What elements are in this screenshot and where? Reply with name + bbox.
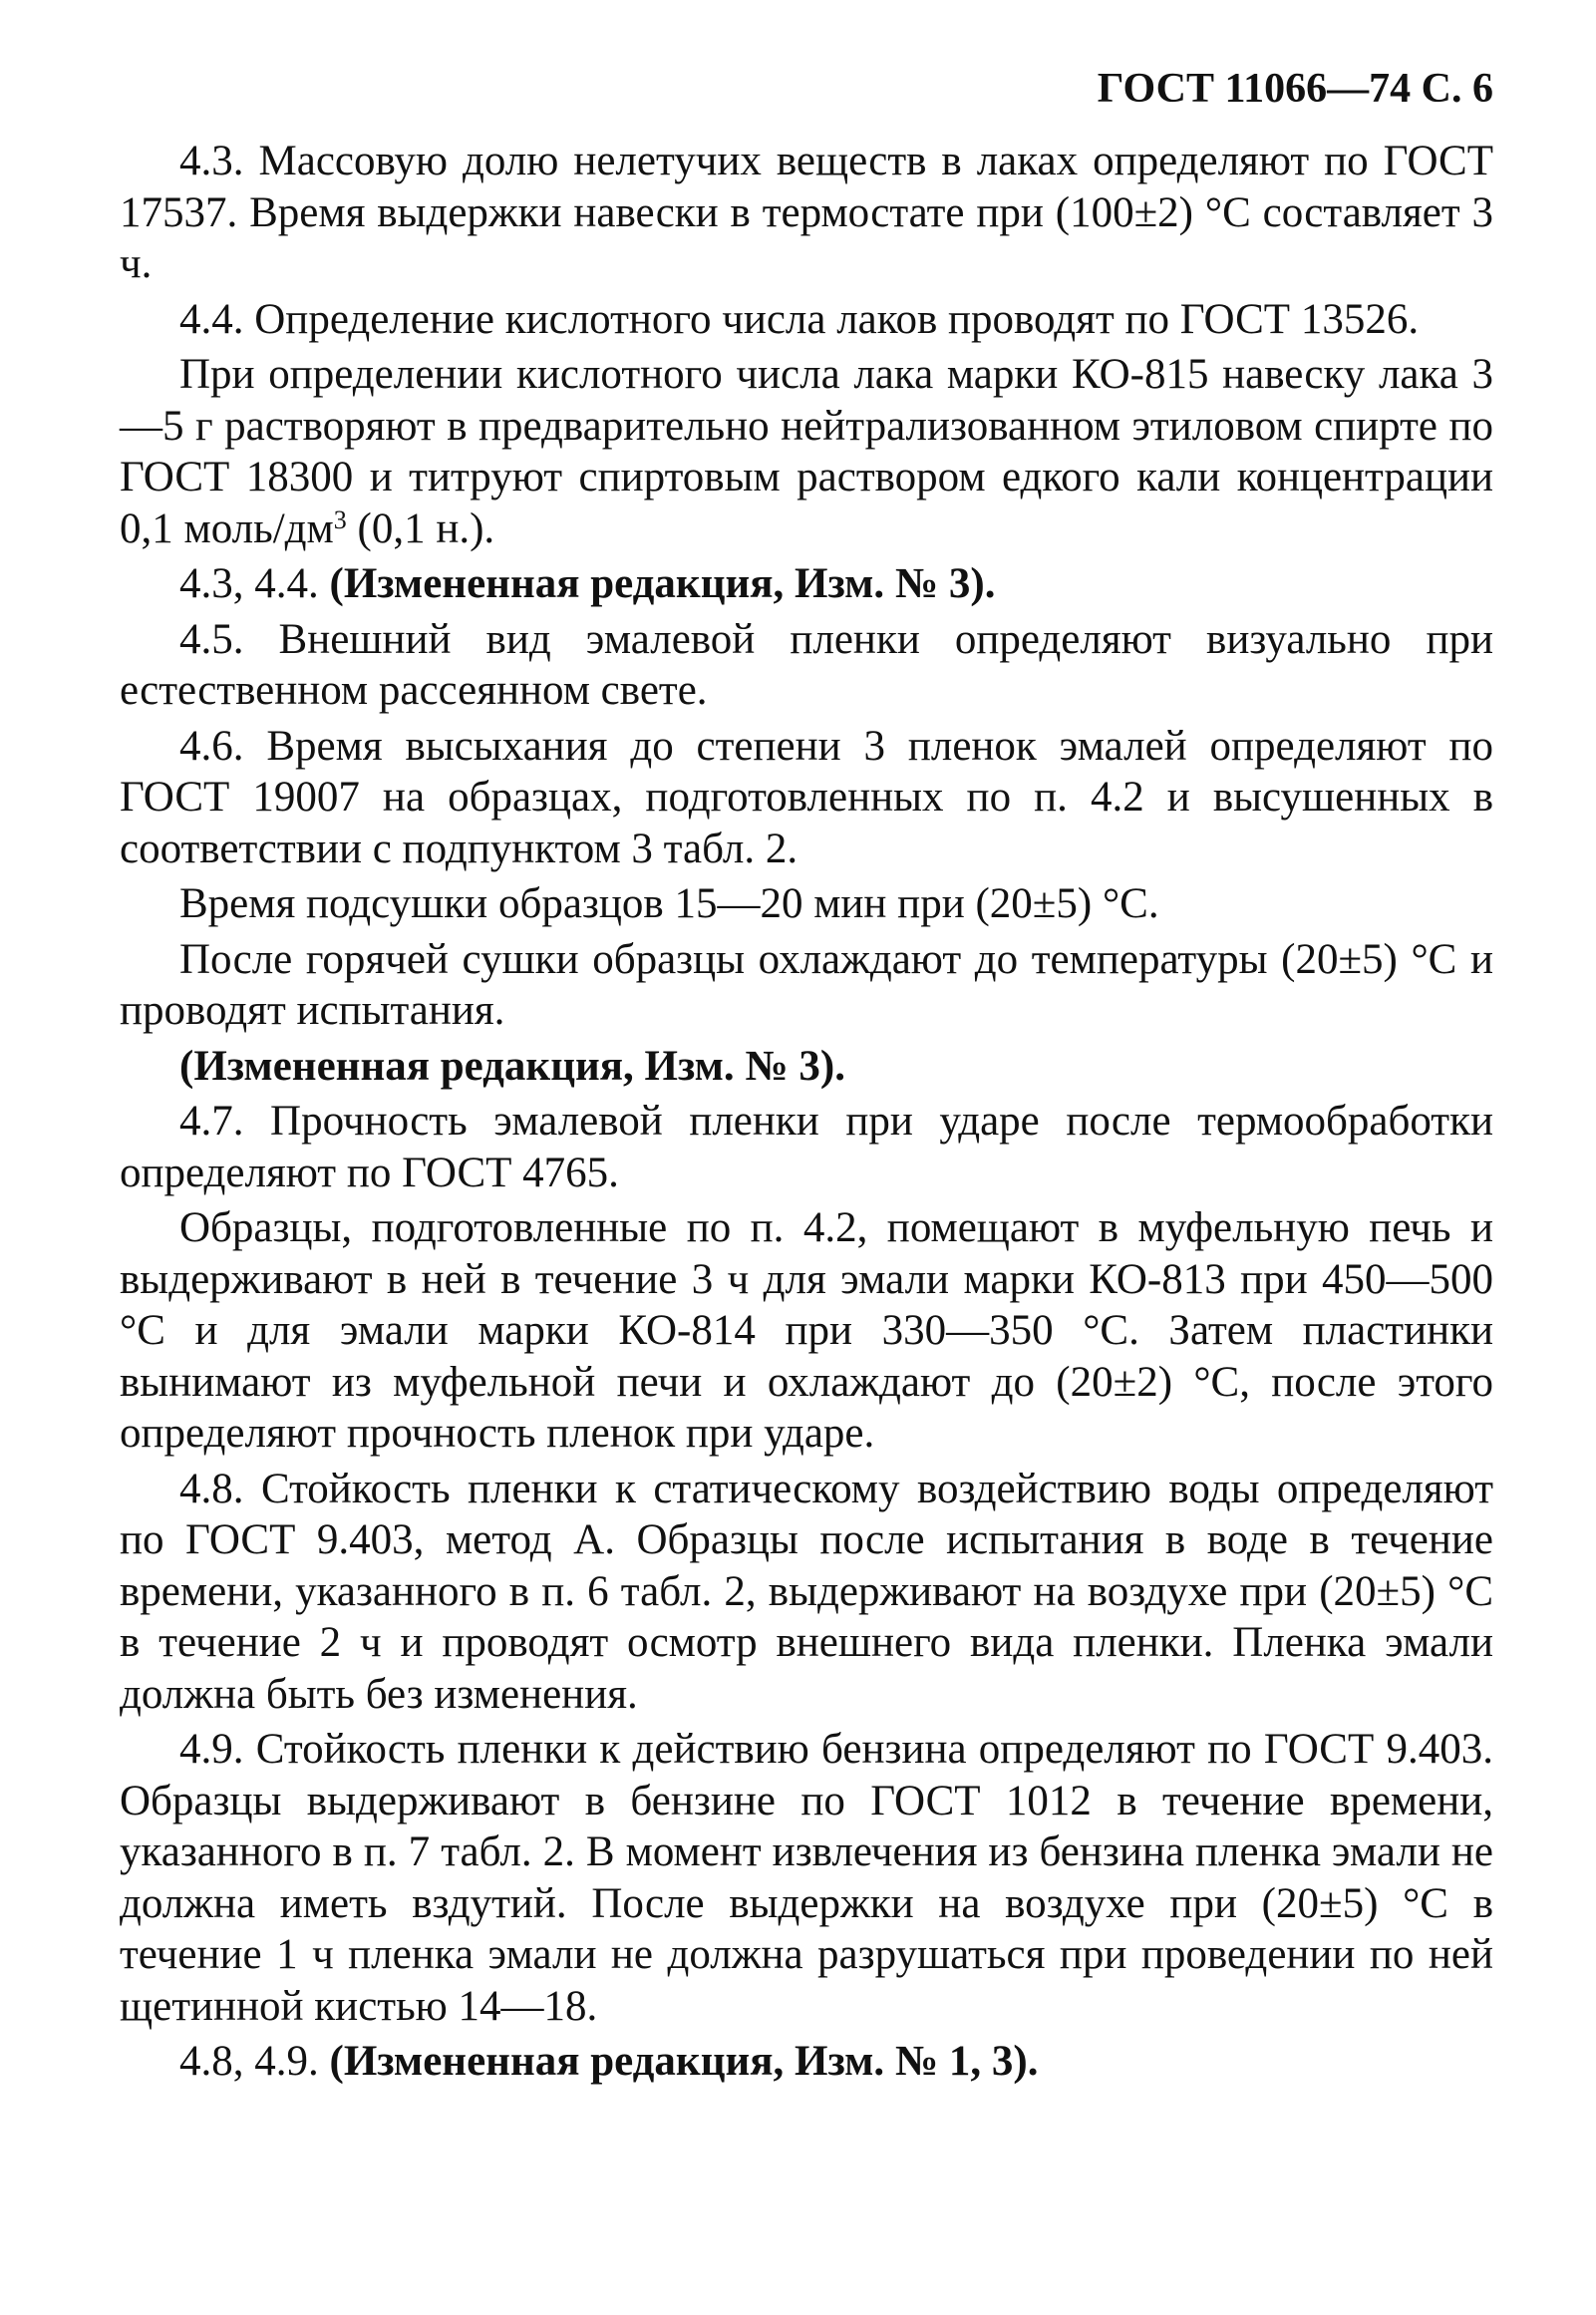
change-note-text: (Измененная редакция, Изм. № 3). (329, 560, 996, 607)
paragraph-4-9: 4.9. Стойкость пленки к действию бензина определяют по ГОСТ 9.403. Образцы выдерживают в бензине по ГОСТ 1012 в течение времени, указанного в п. 7 табл. 2. В момент извлечения из бензина пленка эмали не должна иметь вздутий. После выдержки на воздухе при (20±5) °С в течение 1 ч пленка эмали не должна разрушаться при проведении по ней щетинной кистью 14—18. (120, 1726, 1493, 2030)
paragraph-4-8: 4.8. Стойкость пленки к статическому воздействию воды определяют по ГОСТ 9.403, метод А. Образцы после испытания в воде в течение времени, указанного в п. 6 табл. 2, выдерживают на воздухе при (20±5) °С в течение 2 ч и проводят осмотр внешнего вида пленки. Пленка эмали должна быть без изменения. (120, 1465, 1493, 1718)
document-page (120, 60, 1493, 2092)
paragraph-4-6-drying: Время подсушки образцов 15—20 мин при (20±5) °С. (179, 880, 1159, 927)
paragraph-4-7-detail: Образцы, подготовленные по п. 4.2, помещают в муфельную печь и выдерживают в ней в течение 3 ч для эмали марки КО-813 при 450—500 °С и для эмали марки КО-814 при 330—350 °С. Затем пластинки вынимают из муфельной печи и охлаждают до (20±2) °С, после этого определяют прочность пленок при ударе. (120, 1204, 1493, 1457)
superscript-3: 3 (333, 504, 347, 534)
page-header: ГОСТ 11066—74 С. 6 (1097, 66, 1493, 112)
change-note-4-8-4-9 (120, 2036, 1493, 2088)
change-note-4-6: (Измененная редакция, Изм. № 3). (179, 1042, 845, 1090)
paragraph-4-4-detail-end: (0,1 н.). (346, 504, 495, 552)
paragraph-4-6: 4.6. Время высыхания до степени 3 пленок эмалей определяют по ГОСТ 19007 на образцах, подготовленных по п. 4.2 и высушенных в соответствии с подпунктом 3 табл. 2. (120, 722, 1493, 872)
paragraph-4-5: 4.5. Внешний вид эмалевой пленки определяют визуально при естественном рассеянном свете. (120, 615, 1493, 714)
change-ref: 4.8, 4.9. (179, 2038, 319, 2085)
paragraph-4-4-detail (120, 349, 1493, 554)
paragraph-4-6-cooling: После горячей сушки образцы охлаждают до температуры (20±5) °С и проводят испытания. (120, 935, 1493, 1034)
paragraph-4-3: 4.3. Массовую долю нелетучих веществ в лаках определяют по ГОСТ 17537. Время выдержки навески в термостате при (100±2) °С составляет 3 ч. (120, 138, 1493, 287)
paragraph-4-7: 4.7. Прочность эмалевой пленки при ударе после термообработки определяют по ГОСТ 4765. (120, 1098, 1493, 1196)
paragraph-4-4: 4.4. Определение кислотного числа лаков проводят по ГОСТ 13526. (179, 295, 1420, 343)
paragraph-4-4-detail-text: При определении кислотного числа лака марки КО-815 навеску лака 3—5 г растворяют в предварительно нейтрализованном этиловом спирте по ГОСТ 18300 и титруют спиртовым раствором едкого кали концентрации 0,1 моль/дм (120, 351, 1493, 552)
change-ref: 4.3, 4.4. (179, 560, 319, 607)
change-note-4-3-4-4 (120, 558, 1493, 610)
change-note-text: (Измененная редакция, Изм. № 1, 3). (329, 2038, 1039, 2085)
